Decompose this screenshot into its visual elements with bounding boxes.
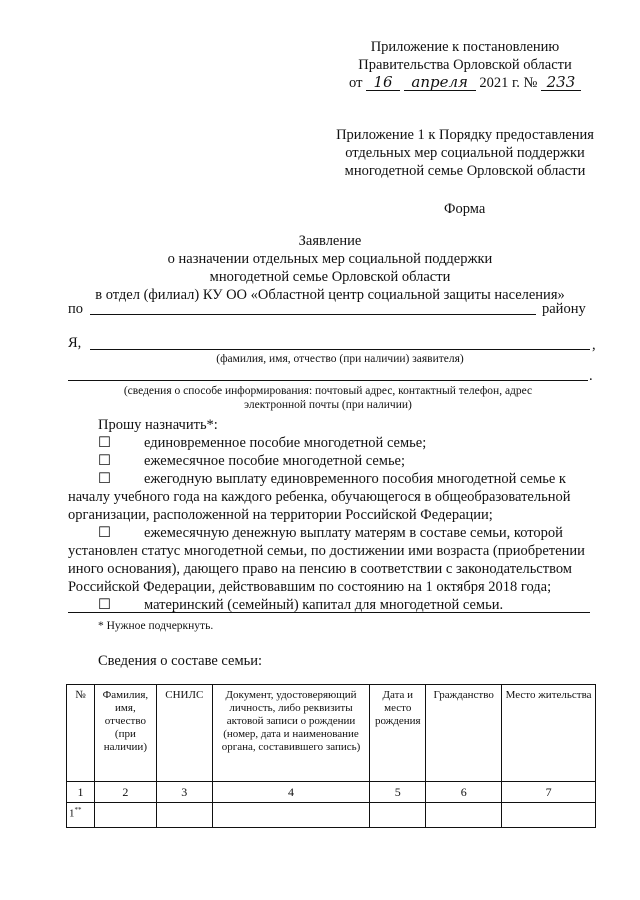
order-line-3: многодетной семье Орловской области (344, 163, 586, 179)
citizenship-cell[interactable] (426, 803, 502, 828)
title-line-2: о назначении отдельных мер социальной поддержки (167, 251, 493, 267)
order-line-1: Приложение 1 к Порядку предоставления (336, 127, 594, 143)
document-number: 233 (541, 74, 581, 91)
col-header-snils: СНИЛС (156, 685, 212, 782)
col-number-4: 4 (212, 782, 370, 803)
date-year: 2021 г. № (479, 75, 538, 91)
footnote-divider (68, 612, 590, 613)
order-line-2: отдельных мер социальной поддержки (345, 145, 585, 161)
table-header-row (67, 685, 596, 782)
option-3-text-line-1: ежегодную выплату единовременного пособия многодетной семье к (144, 471, 566, 487)
option-2-text: ежемесячное пособие многодетной семье; (144, 453, 406, 469)
date-day: 16 (366, 74, 400, 91)
name-caption: (фамилия, имя, отчество (при наличии) заявителя) (216, 353, 464, 365)
appendix-header (330, 38, 600, 92)
period: . (589, 368, 593, 384)
table-row (67, 803, 596, 828)
row-index: 1 (69, 807, 75, 820)
family-heading: Сведения о составе семьи: (98, 653, 263, 669)
application-title (60, 232, 600, 304)
date-month: апреля (404, 74, 476, 91)
checkbox-option-5[interactable]: ☐ (98, 597, 111, 613)
col-header-full-name: Фамилия, имя, отчество (при наличии) (94, 685, 156, 782)
option-3-text-line-2: началу учебного года на каждого ребенка, обучающегося в общеобразовательной (68, 489, 571, 505)
option-monthly-mother-payment (68, 524, 592, 596)
full-name-cell[interactable] (94, 803, 156, 828)
order-appendix (330, 126, 600, 180)
col-header-birth: Дата и место рождения (370, 685, 426, 782)
footnote: * Нужное подчеркнуть. (98, 620, 214, 632)
col-number-5: 5 (370, 782, 426, 803)
title-line-3: многодетной семье Орловской области (209, 269, 451, 285)
appendix-line-2: Правительства Орловской области (358, 57, 572, 73)
contact-caption (68, 384, 588, 412)
option-5-text: материнский (семейный) капитал для многодетной семьи. (144, 597, 504, 613)
table-number-row (67, 782, 596, 803)
rayon-label: району (542, 301, 586, 317)
option-4-text-line-4: Российской Федерации, действовавшим по состоянию на 1 октября 2018 года; (68, 579, 552, 595)
col-header-citizenship: Гражданство (426, 685, 502, 782)
col-header-document: Документ, удостоверяющий личность, либо реквизиты актовой записи о рождении (номер, дата и наименование органа, составившего запись) (212, 685, 370, 782)
applicant-name-field[interactable] (90, 349, 590, 350)
col-number-2: 2 (94, 782, 156, 803)
form-label: Форма (444, 201, 486, 217)
contact-caption-line-2: электронной почты (при наличии) (244, 399, 412, 411)
col-number-1: 1 (67, 782, 95, 803)
family-table (66, 684, 596, 828)
option-1-text: единовременное пособие многодетной семье; (144, 435, 427, 451)
document-cell[interactable] (212, 803, 370, 828)
option-4-text-line-1: ежемесячную денежную выплату матерям в составе семьи, которой (144, 525, 563, 541)
district-field[interactable] (90, 314, 536, 315)
checkbox-option-3[interactable]: ☐ (98, 471, 111, 487)
option-one-time-allowance (68, 434, 592, 452)
option-4-text-line-2: установлен статус многодетной семьи, по достижении ими возраста (приобретении (68, 543, 585, 559)
title-line-4: в отдел (филиал) КУ ОО «Областной центр социальной защиты населения» (95, 287, 565, 303)
residence-cell[interactable] (502, 803, 596, 828)
po-label: по (68, 301, 84, 317)
option-3-text-line-3: организации, расположенной на территории Российской Федерации; (68, 507, 493, 523)
row-index-cell (67, 803, 95, 828)
col-header-number: № (67, 685, 95, 782)
birth-cell[interactable] (370, 803, 426, 828)
col-number-3: 3 (156, 782, 212, 803)
col-number-6: 6 (426, 782, 502, 803)
contact-caption-line-1: (сведения о способе информирования: почтовый адрес, контактный телефон, адрес (123, 385, 533, 397)
snils-cell[interactable] (156, 803, 212, 828)
col-number-7: 7 (502, 782, 596, 803)
request-heading: Прошу назначить*: (98, 417, 218, 433)
option-4-text-line-3: иного основания), дающего право на пенсию в соответствии с законодательством (68, 561, 572, 577)
checkbox-option-4[interactable]: ☐ (98, 525, 111, 541)
option-monthly-allowance (68, 452, 592, 470)
option-annual-school-payment (68, 470, 592, 524)
appendix-date-line (330, 74, 600, 92)
row-footnote-mark: ** (74, 806, 82, 814)
col-header-residence: Место жительства (502, 685, 596, 782)
appendix-line-1: Приложение к постановлению (370, 39, 560, 55)
contact-info-field[interactable] (68, 380, 588, 381)
ya-label: Я, (68, 335, 82, 351)
request-section (68, 416, 592, 614)
comma: , (592, 337, 596, 353)
title-line-1: Заявление (298, 233, 362, 249)
checkbox-option-2[interactable]: ☐ (98, 453, 111, 469)
date-prefix: от (349, 75, 363, 91)
checkbox-option-1[interactable]: ☐ (98, 435, 111, 451)
